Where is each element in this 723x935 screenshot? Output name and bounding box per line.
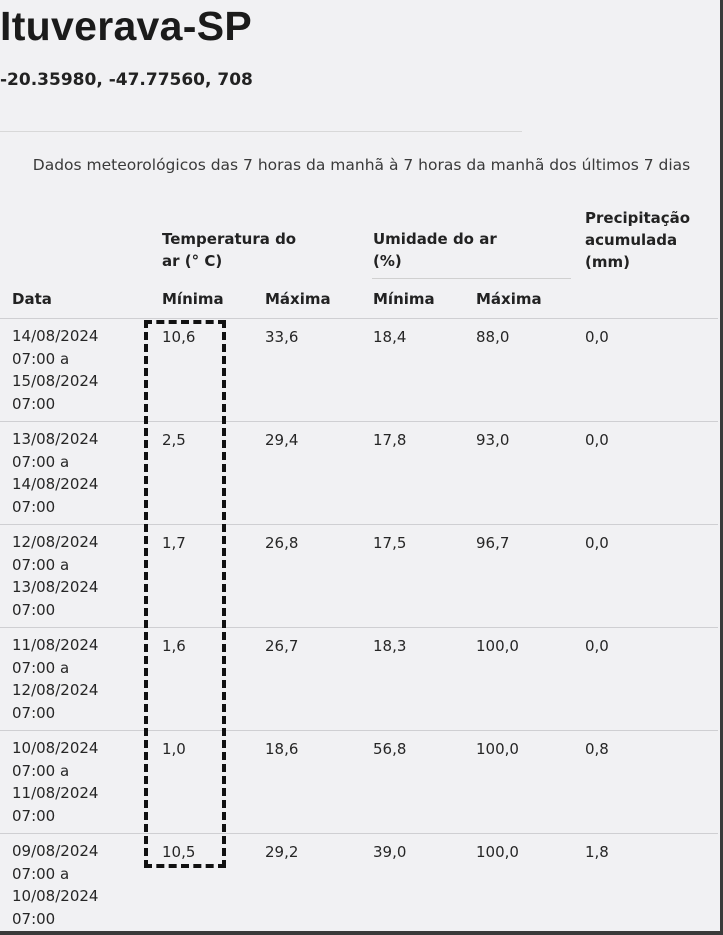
precip-cell: 0,0 xyxy=(585,431,609,449)
date-end: 13/08/2024 xyxy=(12,578,99,597)
temp-min-cell: 2,5 xyxy=(162,431,186,449)
column-header-hum-min: Mínima xyxy=(373,290,435,308)
date-start: 13/08/2024 xyxy=(12,430,99,448)
date-start-time: 07:00 a xyxy=(12,349,70,368)
date-cell xyxy=(12,840,98,930)
date-end: 15/08/2024 xyxy=(12,372,99,391)
hum-min-cell: 18,3 xyxy=(373,637,407,655)
hum-max-cell: 88,0 xyxy=(476,328,510,346)
temp-max-cell: 29,4 xyxy=(265,431,299,449)
date-start-time: 07:00 a xyxy=(12,555,70,574)
temp-min-cell: 1,6 xyxy=(162,637,186,655)
humidity-group-header-line1: Umidade do ar xyxy=(373,230,497,248)
date-end: 12/08/2024 xyxy=(12,681,99,700)
date-cell xyxy=(12,737,98,827)
temp-min-cell: 1,0 xyxy=(162,740,186,758)
row-divider xyxy=(0,524,718,525)
hum-max-cell: 100,0 xyxy=(476,740,519,758)
column-header-temp-min: Mínima xyxy=(162,290,224,308)
temp-max-cell: 18,6 xyxy=(265,740,299,758)
precip-cell: 0,0 xyxy=(585,534,609,552)
hum-max-cell: 100,0 xyxy=(476,843,519,861)
date-end: 11/08/2024 xyxy=(12,784,99,803)
hum-max-cell: 93,0 xyxy=(476,431,510,449)
date-start: 09/08/2024 xyxy=(12,842,99,860)
precip-cell: 1,8 xyxy=(585,843,609,861)
hum-min-cell: 56,8 xyxy=(373,740,407,758)
temp-max-cell: 29,2 xyxy=(265,843,299,861)
date-end-time: 07:00 xyxy=(12,806,56,825)
date-start-time: 07:00 a xyxy=(12,864,70,883)
date-end: 10/08/2024 xyxy=(12,887,99,906)
row-divider xyxy=(0,730,718,731)
row-divider xyxy=(0,421,718,422)
date-end-time: 07:00 xyxy=(12,497,56,516)
date-start: 11/08/2024 xyxy=(12,636,99,654)
date-cell xyxy=(12,531,98,621)
temp-min-cell: 10,5 xyxy=(162,843,196,861)
precip-header-line3: (mm) xyxy=(585,253,630,271)
hum-min-cell: 17,8 xyxy=(373,431,407,449)
precip-header-line2: acumulada xyxy=(585,231,678,249)
column-header-hum-max: Máxima xyxy=(476,290,542,308)
header-row-divider xyxy=(0,318,718,319)
temp-min-cell: 10,6 xyxy=(162,328,196,346)
row-divider xyxy=(0,627,718,628)
hum-min-cell: 39,0 xyxy=(373,843,407,861)
date-start-time: 07:00 a xyxy=(12,452,70,471)
date-cell xyxy=(12,634,98,724)
date-cell xyxy=(12,325,98,415)
section-divider xyxy=(0,131,522,132)
date-cell xyxy=(12,428,98,518)
temp-max-cell: 33,6 xyxy=(265,328,299,346)
hum-max-cell: 96,7 xyxy=(476,534,510,552)
hum-min-cell: 17,5 xyxy=(373,534,407,552)
date-start-time: 07:00 a xyxy=(12,658,70,677)
date-end-time: 07:00 xyxy=(12,909,56,928)
humidity-group-header-line2: (%) xyxy=(373,252,402,270)
window-border-bottom xyxy=(0,931,723,935)
date-start: 12/08/2024 xyxy=(12,533,99,551)
row-divider xyxy=(0,833,718,834)
min-temperature-highlight-box xyxy=(144,320,226,868)
precip-header-line1: Precipitação xyxy=(585,209,691,227)
temperature-group-header-line1: Temperatura do xyxy=(162,230,297,248)
temp-max-cell: 26,8 xyxy=(265,534,299,552)
date-end-time: 07:00 xyxy=(12,600,56,619)
date-start: 10/08/2024 xyxy=(12,739,99,757)
hum-max-cell: 100,0 xyxy=(476,637,519,655)
column-header-temp-max: Máxima xyxy=(265,290,331,308)
station-coordinates: -20.35980, -47.77560, 708 xyxy=(0,70,253,90)
precip-cell: 0,0 xyxy=(585,637,609,655)
table-caption: Dados meteorológicos das 7 horas da manhã à 7 horas da manhã dos últimos 7 dias xyxy=(32,156,691,174)
temp-max-cell: 26,7 xyxy=(265,637,299,655)
station-title: Ituverava-SP xyxy=(0,3,253,49)
precip-cell: 0,0 xyxy=(585,328,609,346)
temp-min-cell: 1,7 xyxy=(162,534,186,552)
temperature-group-header-line2: ar (° C) xyxy=(162,252,223,270)
date-end-time: 07:00 xyxy=(12,394,56,413)
hum-min-cell: 18,4 xyxy=(373,328,407,346)
date-start-time: 07:00 a xyxy=(12,761,70,780)
precip-cell: 0,8 xyxy=(585,740,609,758)
column-header-date: Data xyxy=(12,290,52,308)
humidity-group-underline xyxy=(372,278,571,279)
date-end: 14/08/2024 xyxy=(12,475,99,494)
date-start: 14/08/2024 xyxy=(12,327,99,345)
date-end-time: 07:00 xyxy=(12,703,56,722)
